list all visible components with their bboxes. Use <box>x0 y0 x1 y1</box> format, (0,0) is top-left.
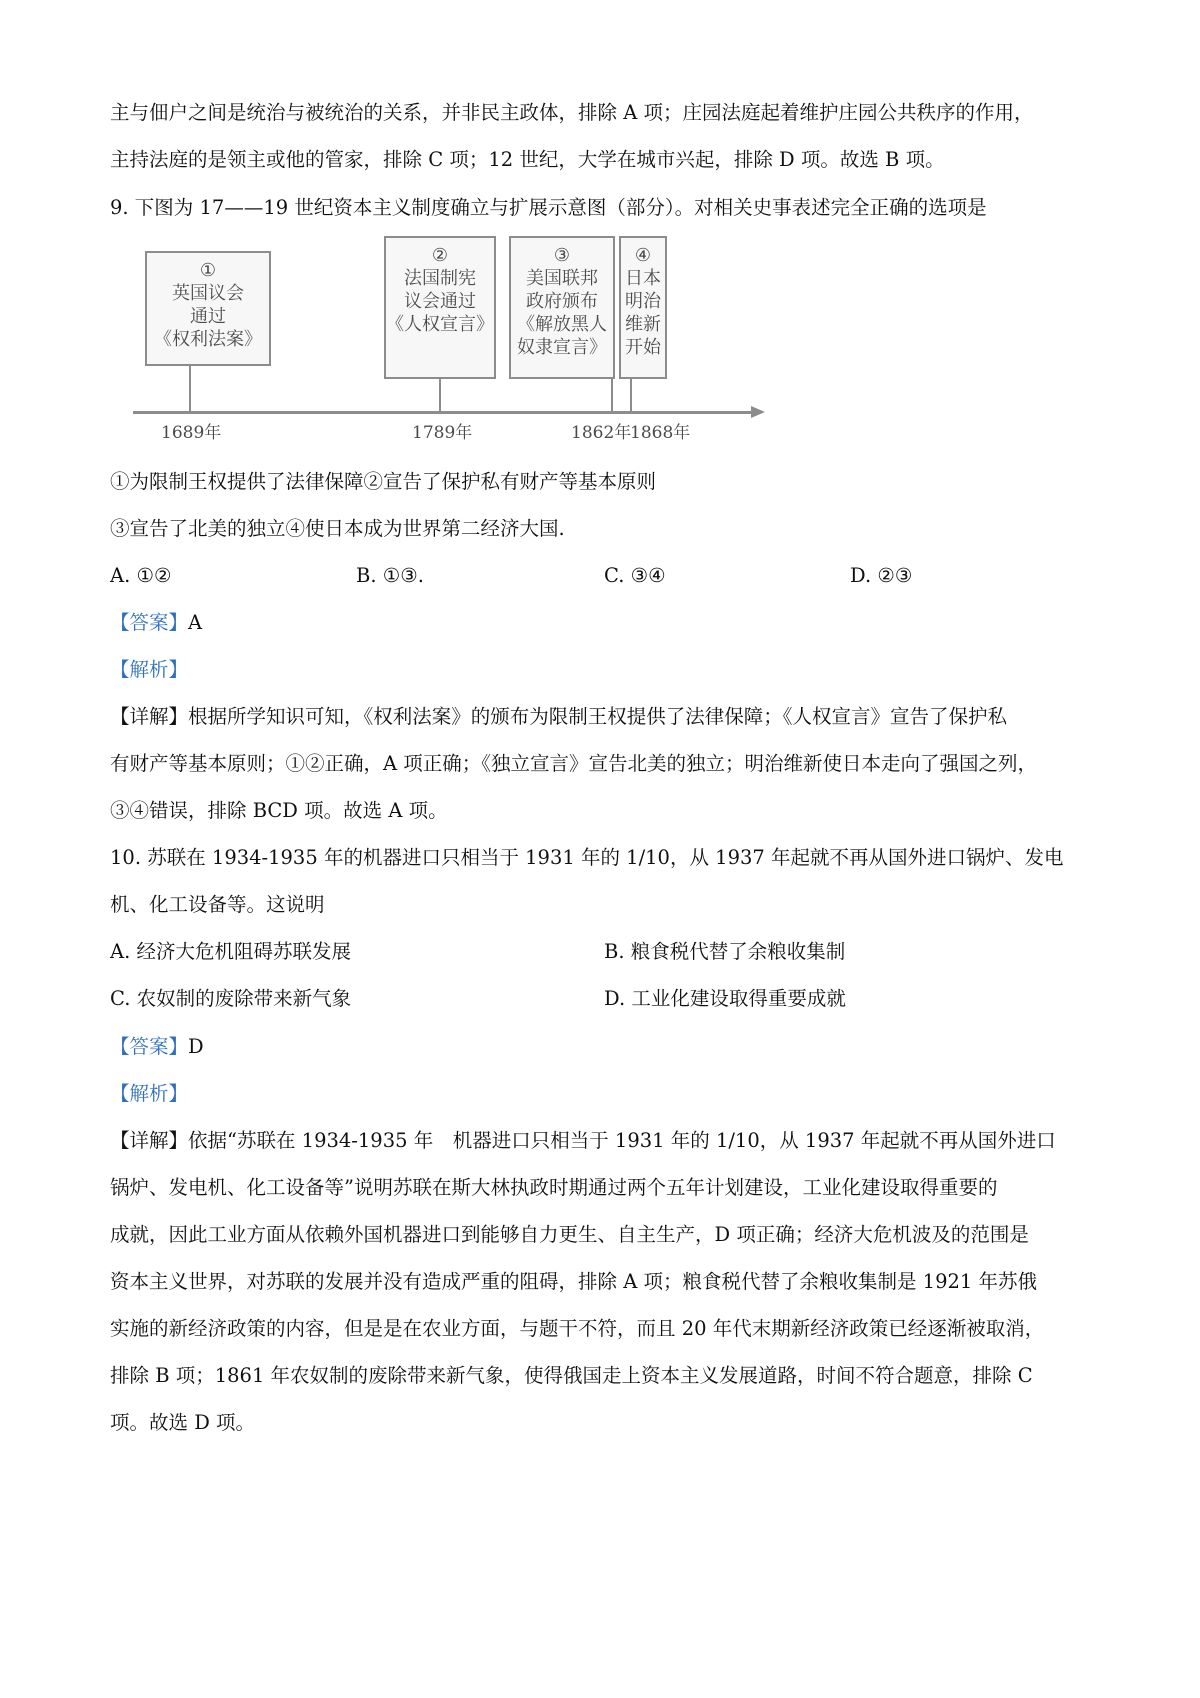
q9-option-a: A. ①② <box>110 564 172 587</box>
q9-answer <box>110 611 202 635</box>
timeline-stem-2 <box>439 379 441 412</box>
q10-detail-line-1 <box>110 1129 1056 1153</box>
q9-answer-tag: 【答案】 <box>110 611 189 634</box>
q9-answer-value: A <box>188 611 203 634</box>
q10-detail-text-1: 依据“苏联在 1934-1935 年 机器进口只相当于 1931 年的 1/10，从 1937 年起就不再从国外进口 <box>188 1129 1056 1152</box>
timeline-year-4: 1868年 <box>630 423 691 443</box>
q9-option-b: B. ①③. <box>356 564 424 587</box>
q9-analysis-tag <box>110 658 188 682</box>
q10-detail-line-2: 锅炉、发电机、化工设备等”说明苏联在斯大林执政时期通过两个五年计划建设，工业化建设取得重要的 <box>110 1176 998 1199</box>
q9-detail-line-1 <box>110 705 1007 729</box>
q10-detail-line-6: 排除 B 项；1861 年农奴制的废除带来新气象，使得俄国走上资本主义发展道路，时间不符合题意，排除 C <box>110 1364 1033 1387</box>
q10-detail-line-5: 实施的新经济政策的内容，但是是在农业方面，与题干不符，而且 20 年代末期新经济政策已经逐渐被取消， <box>110 1317 1045 1340</box>
timeline-event-2-number: ② <box>431 245 449 266</box>
timeline-event-3 <box>509 236 615 379</box>
q10-detail-line-4: 资本主义世界，对苏联的发展并没有造成严重的阻碍，排除 A 项；粮食税代替了余粮收集制是 1921 年苏俄 <box>110 1270 1038 1293</box>
timeline-stem-4 <box>630 379 632 412</box>
timeline-year-2: 1789年 <box>412 423 473 443</box>
timeline-year-3: 1862年 <box>571 423 632 443</box>
timeline-event-3-line-3: 《解放黑人 <box>517 314 607 335</box>
q10-stem-line-1: 10. 苏联在 1934-1935 年的机器进口只相当于 1931 年的 1/10，从 1937 年起就不再从国外进口锅炉、发电 <box>110 846 1064 869</box>
timeline-event-4-line-2: 明治 <box>625 291 661 312</box>
timeline-event-2-line-1: 法国制宪 <box>404 268 476 289</box>
q9-stem: 9. 下图为 17——19 世纪资本主义制度确立与扩展示意图（部分）。对相关史事表述完全正确的选项是 <box>110 196 987 219</box>
q10-answer-tag: 【答案】 <box>110 1035 189 1058</box>
q9-detail-line-2: 有财产等基本原则；①②正确，A 项正确；《独立宣言》宣告北美的独立；明治维新使日本走向了强国之列， <box>110 752 1038 775</box>
timeline-event-2-line-2: 议会通过 <box>404 291 476 312</box>
q10-analysis-label: 【解析】 <box>110 1082 189 1105</box>
timeline-event-3-line-2: 政府颁布 <box>526 291 598 312</box>
timeline-event-4 <box>619 236 667 379</box>
q10-stem-line-2: 机、化工设备等。这说明 <box>110 893 325 916</box>
timeline-event-1-line-3: 《权利法案》 <box>154 329 262 350</box>
timeline-event-4-line-4: 开始 <box>625 337 661 358</box>
timeline-event-2-line-3: 《人权宣言》 <box>386 314 494 335</box>
timeline-event-1 <box>145 251 271 366</box>
timeline-event-1-number: ① <box>199 260 217 281</box>
q9-analysis-label: 【解析】 <box>110 658 189 681</box>
timeline-event-1-line-1: 英国议会 <box>172 283 244 304</box>
timeline-event-2 <box>384 236 496 379</box>
q9-detail-tag: 【详解】 <box>110 705 189 728</box>
q9-statement-1: ①为限制王权提供了法律保障②宣告了保护私有财产等基本原则 <box>110 470 657 493</box>
q9-option-d: D. ②③ <box>850 564 913 587</box>
q10-detail-line-3: 成就，因此工业方面从依赖外国机器进口到能够自力更生、自主生产，D 项正确；经济大危机波及的范围是 <box>110 1223 1029 1246</box>
q10-answer <box>110 1035 204 1059</box>
timeline-event-1-line-2: 通过 <box>190 306 226 327</box>
q9-detail-line-3: ③④错误，排除 BCD 项。故选 A 项。 <box>110 799 448 822</box>
prev-explanation-line-1: 主与佃户之间是统治与被统治的关系，并非民主政体，排除 A 项；庄园法庭起着维护庄园公共秩序的作用， <box>110 101 1034 124</box>
timeline-stem-1 <box>189 366 191 412</box>
q10-option-d: D. 工业化建设取得重要成就 <box>604 987 846 1010</box>
q9-detail-text-1: 根据所学知识可知，《权利法案》的颁布为限制王权提供了法律保障；《人权宣言》宣告了保护私 <box>188 705 1008 728</box>
q9-options <box>110 564 1110 588</box>
timeline-event-4-line-3: 维新 <box>625 314 661 335</box>
timeline-stem-3 <box>611 379 613 412</box>
q10-option-a: A. 经济大危机阻碍苏联发展 <box>110 940 351 963</box>
timeline-arrow-icon <box>751 406 765 418</box>
capitalism-timeline-figure <box>125 246 775 446</box>
timeline-year-1: 1689年 <box>161 423 222 443</box>
q10-options-row-1 <box>110 940 1110 964</box>
q10-detail-tag: 【详解】 <box>110 1129 189 1152</box>
q9-statement-2: ③宣告了北美的独立④使日本成为世界第二经济大国. <box>110 517 565 540</box>
q10-option-b: B. 粮食税代替了余粮收集制 <box>604 940 846 963</box>
timeline-axis <box>133 411 753 414</box>
q10-options-row-2 <box>110 987 1110 1011</box>
timeline-event-3-number: ③ <box>553 245 571 266</box>
q9-option-c: C. ③④ <box>604 564 666 587</box>
q10-answer-value: D <box>188 1035 204 1058</box>
q10-analysis-tag <box>110 1082 188 1106</box>
prev-explanation-line-2: 主持法庭的是领主或他的管家，排除 C 项；12 世纪，大学在城市兴起，排除 D 项。故选 B 项。 <box>110 148 945 171</box>
timeline-event-4-number: ④ <box>634 245 652 266</box>
q10-detail-line-7: 项。故选 D 项。 <box>110 1411 256 1434</box>
timeline-event-4-line-1: 日本 <box>625 268 661 289</box>
q10-option-c: C. 农奴制的废除带来新气象 <box>110 987 352 1010</box>
timeline-event-3-line-1: 美国联邦 <box>526 268 598 289</box>
timeline-event-3-line-4: 奴隶宣言》 <box>517 337 607 358</box>
